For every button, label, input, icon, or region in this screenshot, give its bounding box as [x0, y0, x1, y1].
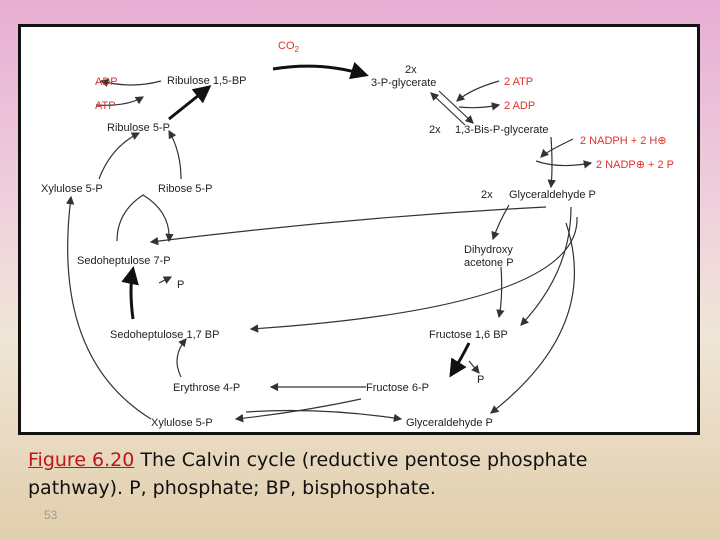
- arrow-nadp-out: [536, 161, 591, 166]
- label-sedoheptulose-7p: Sedoheptulose 7-P: [77, 255, 171, 267]
- label-glycerate-3p: 3-P-glycerate: [371, 77, 437, 89]
- arrow-gap-to-f16bp: [521, 207, 571, 325]
- label-p-sedo: P: [177, 279, 185, 291]
- label-adp: ADP: [95, 76, 118, 88]
- arrow-x5p-to-ru5p: [99, 133, 139, 179]
- label-erythrose-4p: Erythrose 4-P: [173, 382, 241, 394]
- calvin-cycle-diagram: [21, 27, 697, 432]
- label-bisp-mult: 2x: [429, 124, 441, 136]
- arrow-rubp-to-glycerate: [273, 66, 366, 75]
- label-sedoheptulose-17bp: Sedoheptulose 1,7 BP: [110, 329, 220, 341]
- label-atp: ATP: [95, 100, 116, 112]
- label-xylulose-5p-top: Xylulose 5-P: [41, 183, 103, 195]
- arrow-gap-to-sedo17bp: [251, 217, 577, 329]
- label-fructose-16bp: Fructose 1,6 BP: [429, 329, 508, 341]
- arrow-atp-in-right: [457, 81, 499, 101]
- label-dihydroxy: Dihydroxy: [464, 244, 513, 256]
- arrow-ru5p-to-rubp: [169, 87, 209, 119]
- label-acetone-p: acetone P: [464, 257, 514, 269]
- arrow-r5p-to-ru5p: [169, 131, 181, 179]
- diagram-labels: [41, 40, 674, 429]
- arrow-f16bp-to-f6p: [451, 343, 469, 375]
- label-ribose-5p: Ribose 5-P: [158, 183, 213, 195]
- label-glycerate-mult: 2x: [405, 64, 417, 76]
- arrow-p-release-fruct: [469, 361, 479, 373]
- label-adp-2: 2 ADP: [504, 100, 536, 112]
- label-glyceraldehyde-p: Glyceraldehyde P: [509, 189, 596, 201]
- figure-frame: [18, 24, 700, 435]
- arrow-p-release-sedo: [159, 277, 171, 283]
- arrow-f6p-to-x5p: [236, 399, 361, 419]
- arrow-bisp-to-gap: [551, 137, 552, 187]
- label-ribulose-5p: Ribulose 5-P: [107, 122, 170, 134]
- caption-text: The Calvin cycle (reductive pentose phosphate pathway). P, phosphate; BP, bisphosphate.: [28, 449, 588, 499]
- label-gap-mult: 2x: [481, 189, 493, 201]
- label-p-fruct: P: [477, 374, 485, 386]
- label-atp-2: 2 ATP: [504, 76, 534, 88]
- label-nadp: 2 NADP⊕ + 2 P: [596, 159, 674, 171]
- label-fructose-6p: Fructose 6-P: [366, 382, 429, 394]
- arrow-nadph-in: [541, 139, 573, 157]
- label-co2: $CO_2$: [278, 40, 299, 54]
- label-glyceraldehyde-p-bottom: Glyceraldehyde P: [406, 417, 493, 429]
- figure-caption: [28, 446, 668, 502]
- arrow-sedo7p-split: [117, 195, 169, 241]
- arrow-x5p-bottom-to-x5p-top: [68, 197, 151, 419]
- label-xylulose-5p-bottom: Xylulose 5-P: [151, 417, 213, 429]
- label-bisp-glycerate: 1,3-Bis-P-glycerate: [455, 124, 549, 136]
- slide-number: 53: [44, 508, 58, 522]
- arrow-dhap-to-f16bp: [499, 267, 502, 317]
- arrow-gap-to-sedo7p: [151, 207, 546, 242]
- arrow-bisp-to-glycerate: [431, 93, 465, 125]
- figure-label: Figure 6.20: [28, 449, 135, 471]
- label-ribulose-15bp: Ribulose 1,5-BP: [167, 75, 247, 87]
- arrow-sedo17bp-to-sedo7p: [131, 269, 133, 319]
- label-nadph: 2 NADPH + 2 H⊕: [580, 135, 667, 147]
- reaction-arrows: [68, 66, 591, 419]
- arrow-adp-out-right: [459, 105, 499, 108]
- arrow-e4p-to-sedo17bp: [177, 339, 186, 377]
